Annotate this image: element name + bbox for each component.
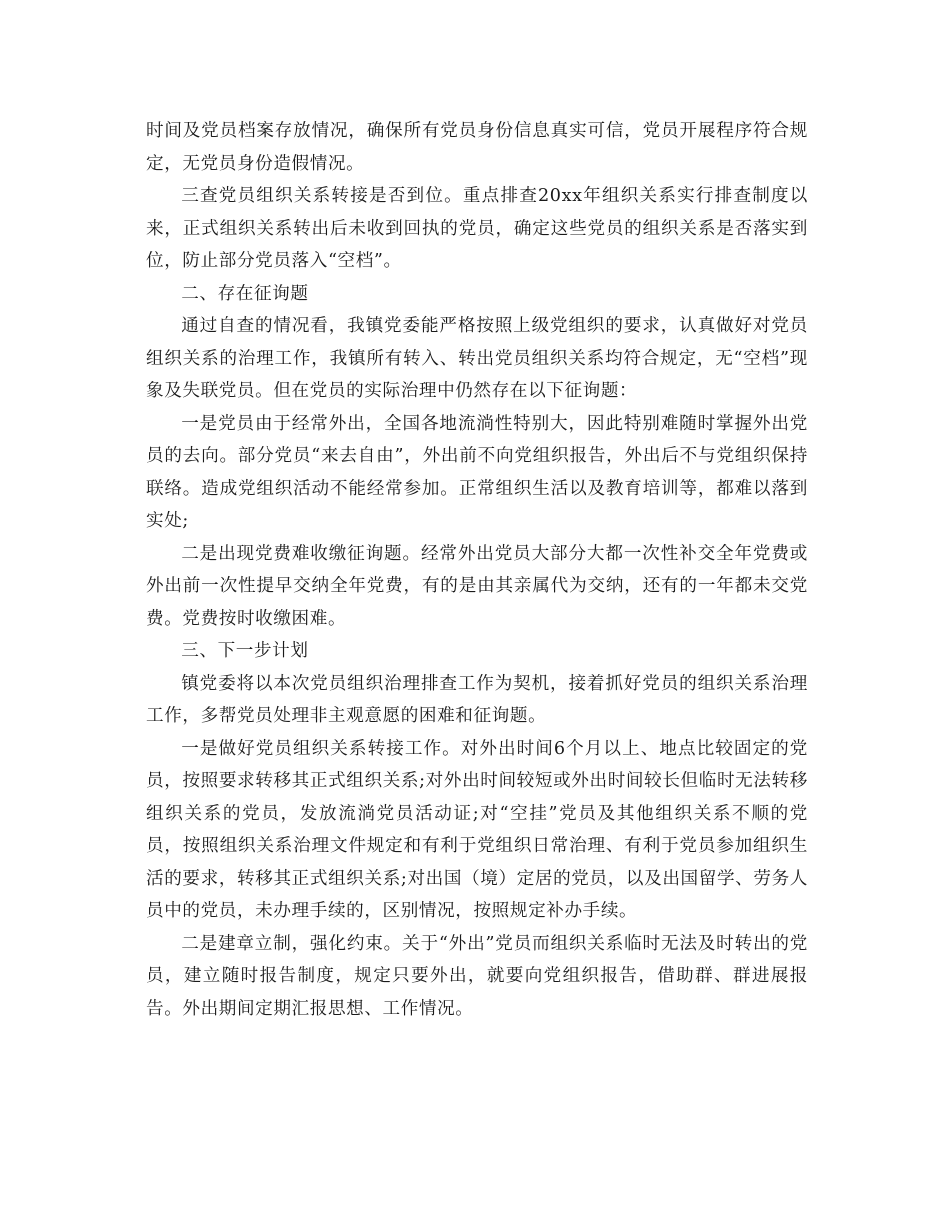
paragraph-8: 二是建章立制，强化约束。关于“外出”党员而组织关系临时无法及时转出的党员，建立随时报告制度，规定只要外出，就要向党组织报告，借助群、群进展报告。外出期间定期汇报思想、工作情况。 [146,933,808,1019]
document-body [146,115,808,1025]
section-heading-2: 二、存在征询题 [181,283,309,304]
paragraph-2: 三查党员组织关系转接是否到位。重点排查20xx年组织关系实行排查制度以来，正式组织关系转出后未收到回执的党员，确定这些党员的组织关系是否落实到位，防止部分党员落入“空档”。 [146,186,808,271]
paragraph-3: 通过自查的情况看，我镇党委能严格按照上级党组织的要求，认真做好对党员组织关系的治理工作，我镇所有转入、转出党员组织关系均符合规定，无“空档”现象及失联党员。但在党员的实际治理中仍然存在以下征询题： [146,316,808,401]
paragraph-1: 时间及党员档案存放情况，确保所有党员身份信息真实可信，党员开展程序符合规定，无党员身份造假情况。 [146,121,808,174]
paragraph-6: 镇党委将以本次党员组织治理排查工作为契机，接着抓好党员的组织关系治理工作，多帮党员处理非主观意愿的困难和征询题。 [146,673,808,726]
section-heading-3: 三、下一步计划 [181,641,309,661]
paragraph-7: 一是做好党员组织关系转接工作。对外出时间6个月以上、地点比较固定的党员，按照要求转移其正式组织关系;对外出时间较短或外出时间较长但临时无法转移组织关系的党员，发放流淌党员活动证;对“空挂”党员及其他组织关系不顺的党员，按照组织关系治理文件规定和有利于党组织日常治理、有利于党员参加组织生活的要求，转移其正式组织关系;对出国（境）定居的党员，以及出国留学、劳务人员中的党员，未办理手续的，区别情况，按照规定补办手续。 [146,738,808,921]
paragraph-5: 二是出现党费难收缴征询题。经常外出党员大部分大都一次性补交全年党费或外出前一次性提早交纳全年党费，有的是由其亲属代为交纳，还有的一年都未交党费。党费按时收缴困难。 [146,543,808,629]
paragraph-4: 一是党员由于经常外出，全国各地流淌性特别大，因此特别难随时掌握外出党员的去向。部分党员“来去自由”，外出前不向党组织报告，外出后不与党组织保持联络。造成党组织活动不能经常参加。正常组织生活以及教育培训等，都难以落到实处; [146,413,808,531]
